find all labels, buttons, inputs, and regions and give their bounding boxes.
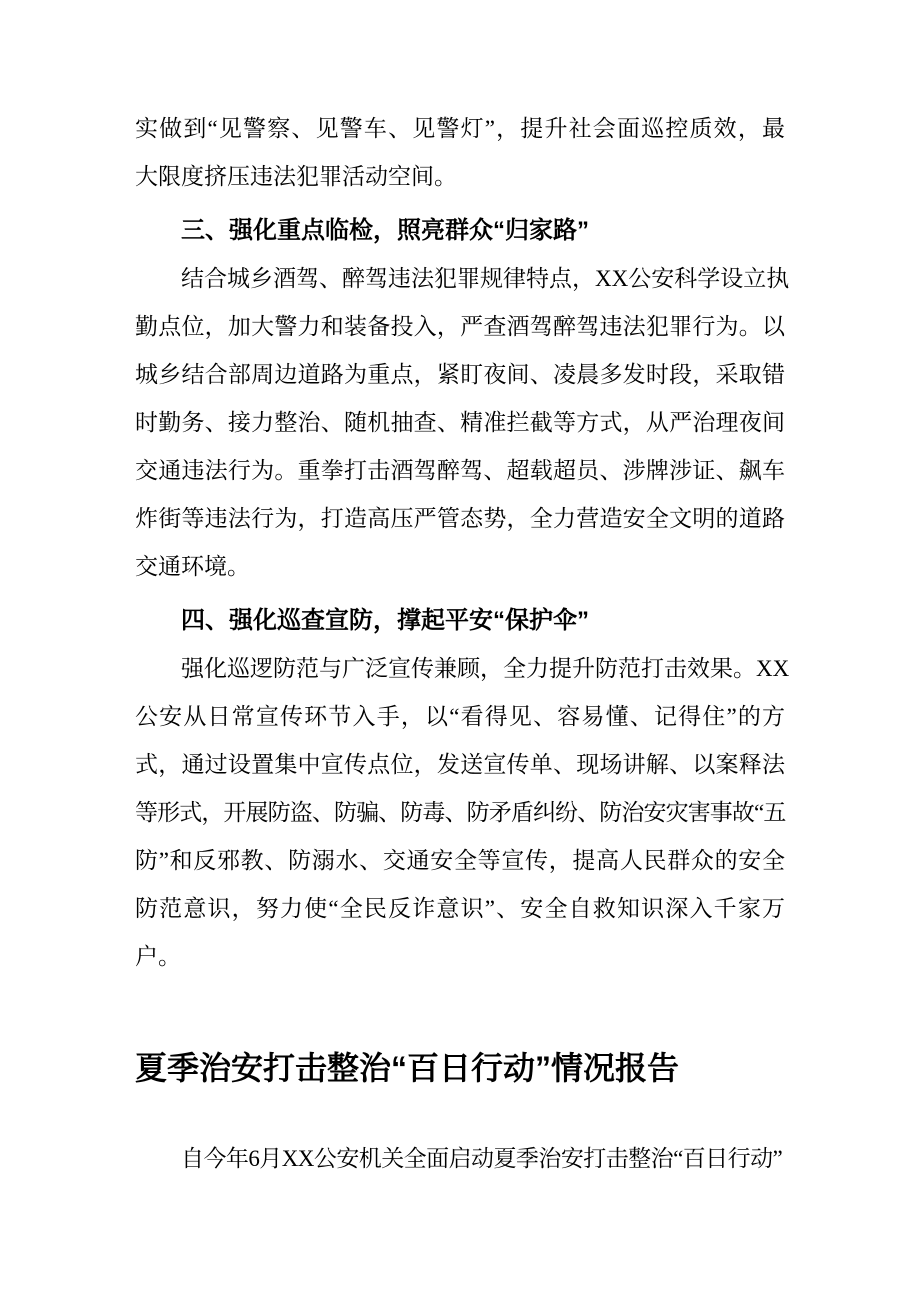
paragraph-line: 等形式，开展防盗、防骗、防毒、防矛盾纠纷、防治安灾害事故“五 (135, 800, 785, 825)
paragraph-checkpoints (135, 255, 790, 591)
paragraph-line: 交通违法行为。重拳打击酒驾醉驾、超载超员、涉牌涉证、飙车 (135, 458, 785, 483)
paragraph-line: 公安从日常宣传环节入手，以“看得见、容易懂、记得住”的方 (135, 704, 785, 729)
paragraph-line: 式，通过设置集中宣传点位，发送宣传单、现场讲解、以案释法 (135, 752, 785, 777)
paragraph-report-intro (135, 1135, 785, 1183)
paragraph-line: 强化巡逻防范与广泛宣传兼顾，全力提升防范打击效果。XX (181, 656, 790, 681)
paragraph-line: 防范意识，努力使“全民反诈意识”、安全自救知识深入千家万 (135, 896, 785, 921)
paragraph-line: 防”和反邪教、防溺水、交通安全等宣传，提高人民群众的安全 (135, 848, 785, 873)
section-heading-3: 三、强化重点临检，照亮群众“归家路” (181, 217, 589, 244)
paragraph-line: 交通环境。 (135, 554, 250, 579)
paragraph-line: 结合城乡酒驾、醉驾违法犯罪规律特点，XX公安科学设立执 (181, 266, 790, 291)
paragraph-line: 户。 (135, 944, 181, 969)
paragraph-patrol-continued (135, 105, 785, 201)
paragraph-line: 时勤务、接力整治、随机抽查、精准拦截等方式，从严治理夜间 (135, 410, 785, 435)
paragraph-line: 实做到“见警察、见警车、见警灯”，提升社会面巡控质效，最 (135, 116, 785, 141)
paragraph-line: 自今年6月XX公安机关全面启动夏季治安打击整治“百日行动” (181, 1146, 783, 1171)
paragraph-line: 炸街等违法行为，打造高压严管态势，全力营造安全文明的道路 (135, 506, 785, 531)
report-title: 夏季治安打击整治“百日行动”情况报告 (135, 1050, 680, 1086)
paragraph-propaganda (135, 645, 790, 981)
paragraph-line: 城乡结合部周边道路为重点，紧盯夜间、凌晨多发时段，采取错 (135, 362, 785, 387)
paragraph-line: 勤点位，加大警力和装备投入，严查酒驾醉驾违法犯罪行为。以 (135, 314, 785, 339)
section-heading-4: 四、强化巡查宣防，撑起平安“保护伞” (181, 607, 589, 634)
paragraph-line: 大限度挤压违法犯罪活动空间。 (135, 164, 457, 189)
